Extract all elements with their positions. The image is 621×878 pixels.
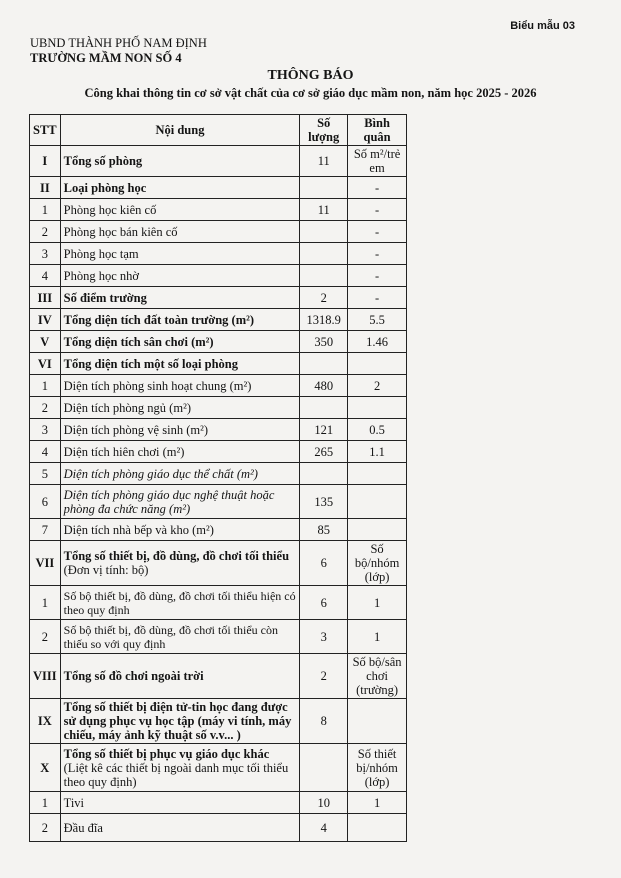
document-subtitle: Công khai thông tin cơ sở vật chất của cơ sở giáo dục mầm non, năm học 2025 - 2026	[84, 86, 537, 100]
row-content: Số điểm trường	[60, 287, 300, 309]
row-stt: 7	[30, 519, 61, 541]
row-content: Tổng diện tích đất toàn trường (m²)	[60, 309, 300, 331]
table-row	[30, 620, 407, 654]
table-row	[30, 699, 407, 744]
row-stt: 2	[30, 221, 61, 243]
table-row	[30, 309, 407, 331]
row-average: 2	[348, 375, 407, 397]
row-quantity: 2	[300, 654, 348, 699]
row-quantity	[300, 463, 348, 485]
header-stt: STT	[30, 115, 61, 146]
row-quantity: 2	[300, 287, 348, 309]
row-stt: 2	[30, 620, 61, 654]
row-stt: 4	[30, 441, 61, 463]
row-content: Diện tích phòng sinh hoạt chung (m²)	[60, 375, 300, 397]
row-quantity: 85	[300, 519, 348, 541]
row-quantity	[300, 221, 348, 243]
row-content: Phòng học bán kiên cố	[60, 221, 300, 243]
row-stt: 1	[30, 375, 61, 397]
table-row	[30, 441, 407, 463]
table-row	[30, 243, 407, 265]
row-average: 1	[348, 620, 407, 654]
row-stt: VI	[30, 353, 61, 375]
row-quantity	[300, 177, 348, 199]
row-average: 0.5	[348, 419, 407, 441]
table-row	[30, 221, 407, 243]
row-quantity: 4	[300, 814, 348, 842]
row-content: Diện tích nhà bếp và kho (m²)	[60, 519, 300, 541]
row-average: -	[348, 243, 407, 265]
row-stt: 1	[30, 586, 61, 620]
table-row	[30, 265, 407, 287]
row-stt: X	[30, 744, 61, 792]
row-quantity	[300, 265, 348, 287]
table-row	[30, 586, 407, 620]
row-stt: 4	[30, 265, 61, 287]
row-content: Diện tích phòng giáo dục nghệ thuật hoặc phòng đa chức năng (m²)	[60, 485, 300, 519]
row-stt: 1	[30, 199, 61, 221]
table-row	[30, 287, 407, 309]
row-stt: 3	[30, 419, 61, 441]
table-row	[30, 397, 407, 419]
row-average	[348, 485, 407, 519]
row-stt: IV	[30, 309, 61, 331]
row-content: Diện tích phòng vệ sinh (m²)	[60, 419, 300, 441]
row-quantity: 121	[300, 419, 348, 441]
header-qty: Số lượng	[300, 115, 348, 146]
row-quantity: 3	[300, 620, 348, 654]
document-title: THÔNG BÁO	[267, 68, 354, 83]
school-name: TRƯỜNG MẦM NON SỐ 4	[30, 51, 182, 65]
row-average: -	[348, 265, 407, 287]
row-average: -	[348, 221, 407, 243]
row-stt: V	[30, 331, 61, 353]
table-row	[30, 654, 407, 699]
row-average: 1	[348, 792, 407, 814]
row-average: -	[348, 287, 407, 309]
row-average	[348, 463, 407, 485]
row-note: (Liệt kê các thiết bị ngoài danh mục tối thiểu theo quy định)	[63, 760, 289, 789]
row-average: Số bộ/nhóm (lớp)	[348, 541, 407, 586]
row-average: Số bộ/sân chơi (trường)	[348, 654, 407, 699]
row-content: Phòng học kiên cố	[60, 199, 300, 221]
form-number: Biểu mẫu 03	[510, 20, 575, 32]
row-average: Số thiết bị/nhóm (lớp)	[348, 744, 407, 792]
row-quantity: 480	[300, 375, 348, 397]
row-quantity: 350	[300, 331, 348, 353]
header-content: Nội dung	[60, 115, 300, 146]
row-content: Đầu đĩa	[60, 814, 300, 842]
row-average	[348, 353, 407, 375]
title-block	[0, 68, 621, 101]
row-content: Tổng số thiết bị điện tử-tin học đang được sử dụng phục vụ học tập (máy vi tính, máy chiếu, máy ảnh kỹ thuật số v.v... )	[60, 699, 300, 744]
row-content: Tổng số thiết bị, đồ dùng, đồ chơi tối thiểu (Đơn vị tính: bộ)	[60, 541, 300, 586]
row-stt: 5	[30, 463, 61, 485]
row-stt: II	[30, 177, 61, 199]
row-quantity	[300, 397, 348, 419]
row-note: (Đơn vị tính: bộ)	[63, 563, 149, 577]
row-average: 1.1	[348, 441, 407, 463]
row-quantity: 265	[300, 441, 348, 463]
row-average: 1.46	[348, 331, 407, 353]
row-content: Số bộ thiết bị, đồ dùng, đồ chơi tối thiểu còn thiếu so với quy định	[60, 620, 300, 654]
table-row	[30, 463, 407, 485]
table-row	[30, 419, 407, 441]
row-content: Tổng số thiết bị phục vụ giáo dục khác (Liệt kê các thiết bị ngoài danh mục tối thiểu theo quy định)	[60, 744, 300, 792]
row-quantity: 10	[300, 792, 348, 814]
row-stt: 1	[30, 792, 61, 814]
row-content: Tổng diện tích sân chơi (m²)	[60, 331, 300, 353]
row-content: Diện tích phòng giáo dục thể chất (m²)	[60, 463, 300, 485]
row-stt: III	[30, 287, 61, 309]
row-content: Diện tích hiên chơi (m²)	[60, 441, 300, 463]
row-average	[348, 519, 407, 541]
row-stt: 2	[30, 814, 61, 842]
table-row	[30, 519, 407, 541]
row-average	[348, 699, 407, 744]
row-stt: VIII	[30, 654, 61, 699]
table-body	[30, 146, 407, 842]
table-row	[30, 814, 407, 842]
table-row	[30, 744, 407, 792]
row-average: -	[348, 177, 407, 199]
row-quantity	[300, 243, 348, 265]
row-average: 1	[348, 586, 407, 620]
row-average	[348, 814, 407, 842]
table-row	[30, 199, 407, 221]
row-content: Tổng số phòng	[60, 146, 300, 177]
table-row	[30, 353, 407, 375]
row-stt: 6	[30, 485, 61, 519]
table-row	[30, 541, 407, 586]
row-content: Diện tích phòng ngủ (m²)	[60, 397, 300, 419]
row-quantity: 6	[300, 586, 348, 620]
organization-header	[30, 36, 207, 66]
row-average: 5.5	[348, 309, 407, 331]
row-average: -	[348, 199, 407, 221]
row-quantity: 8	[300, 699, 348, 744]
row-quantity	[300, 353, 348, 375]
authority-name: UBND THÀNH PHỐ NAM ĐỊNH	[30, 36, 207, 50]
row-average: Số m²/trẻ em	[348, 146, 407, 177]
row-content: Tổng diện tích một số loại phòng	[60, 353, 300, 375]
row-quantity: 135	[300, 485, 348, 519]
table-row	[30, 485, 407, 519]
row-content: Loại phòng học	[60, 177, 300, 199]
row-quantity	[300, 744, 348, 792]
row-quantity: 11	[300, 146, 348, 177]
row-quantity: 6	[300, 541, 348, 586]
row-content: Tổng số đồ chơi ngoài trời	[60, 654, 300, 699]
row-content: Phòng học tạm	[60, 243, 300, 265]
table-row	[30, 331, 407, 353]
header-avg: Bình quân	[348, 115, 407, 146]
row-stt: VII	[30, 541, 61, 586]
row-content: Tivi	[60, 792, 300, 814]
row-quantity: 1318.9	[300, 309, 348, 331]
row-stt: 2	[30, 397, 61, 419]
table-header-row	[30, 115, 407, 146]
row-quantity: 11	[300, 199, 348, 221]
row-stt: IX	[30, 699, 61, 744]
row-content: Số bộ thiết bị, đồ dùng, đồ chơi tối thiểu hiện có theo quy định	[60, 586, 300, 620]
table-row	[30, 177, 407, 199]
row-stt: 3	[30, 243, 61, 265]
table-row	[30, 146, 407, 177]
row-content: Phòng học nhờ	[60, 265, 300, 287]
row-average	[348, 397, 407, 419]
table-row	[30, 792, 407, 814]
table-row	[30, 375, 407, 397]
row-stt: I	[30, 146, 61, 177]
facilities-table	[29, 114, 407, 842]
